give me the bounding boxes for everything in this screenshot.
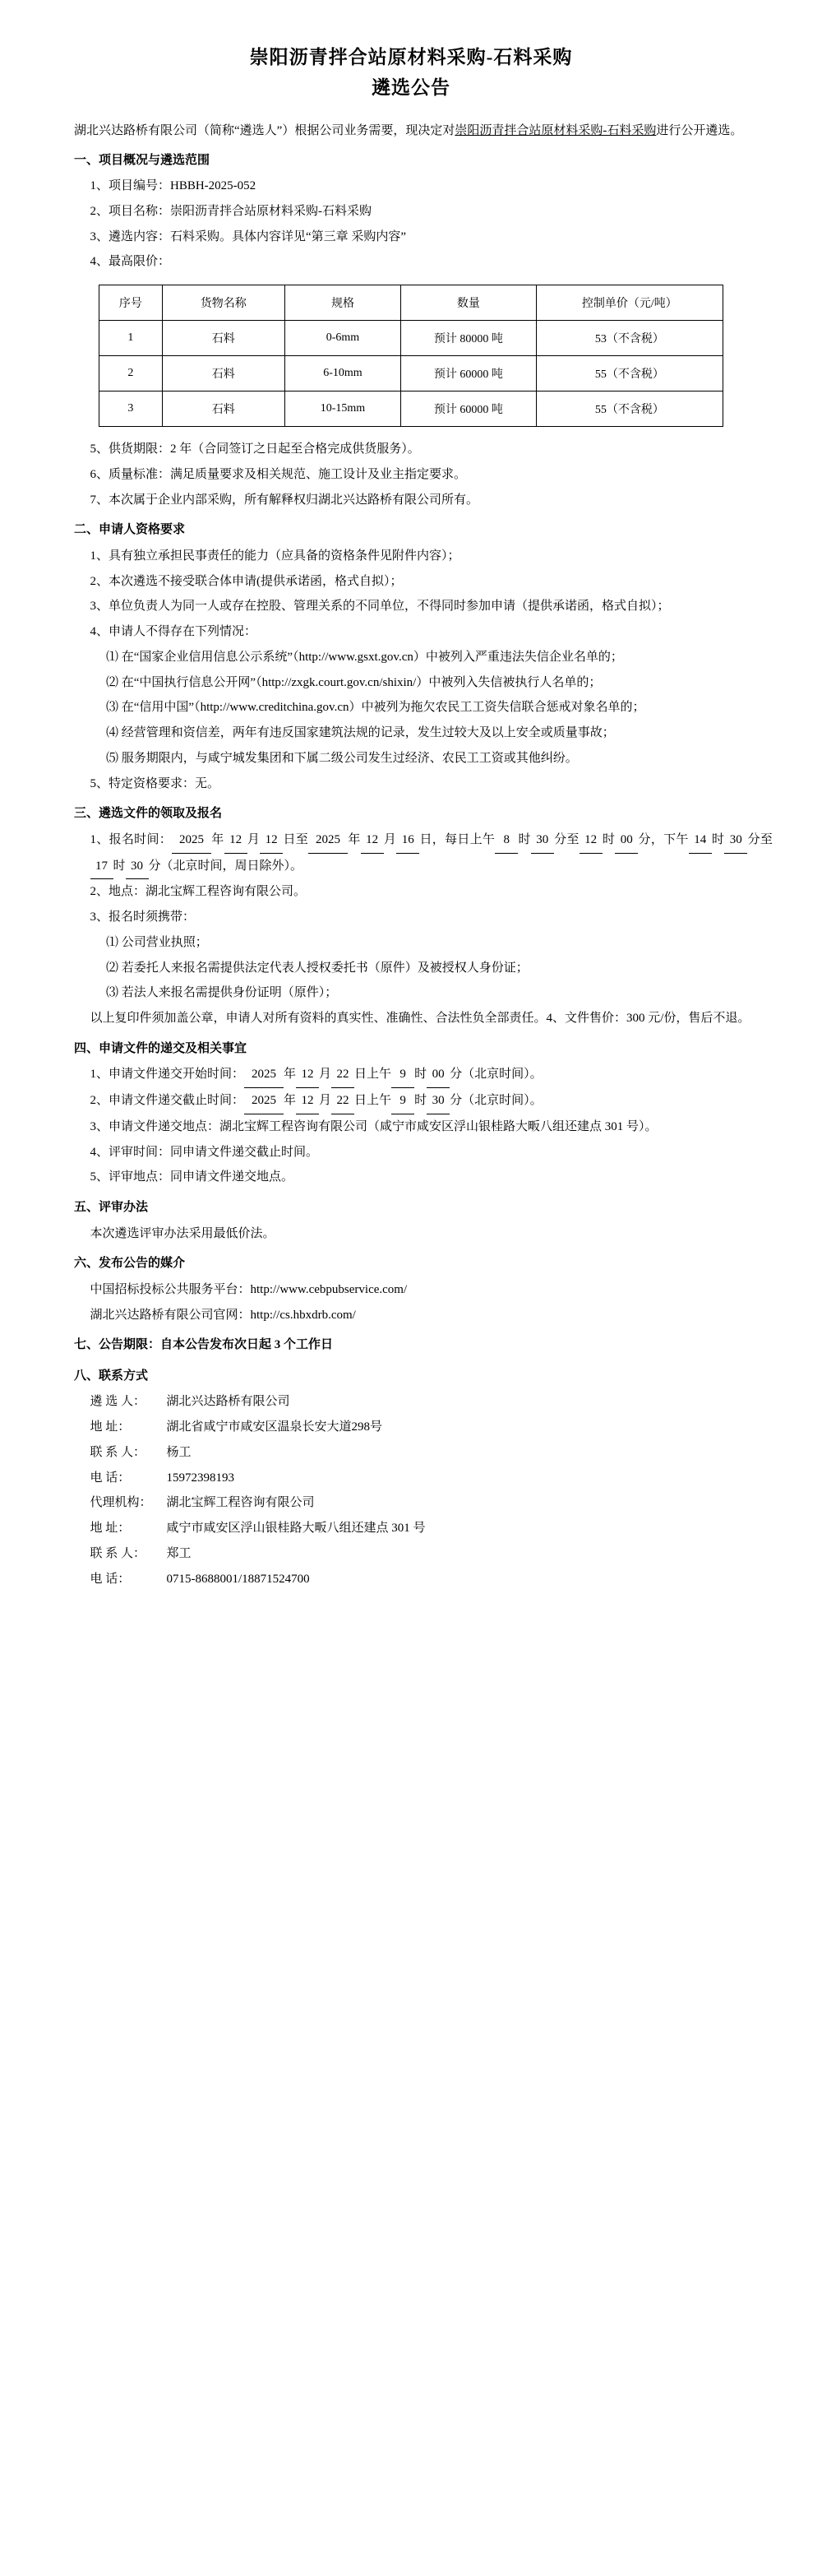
contact-value: 杨工 <box>166 1445 192 1459</box>
sub-unit: 日上午 <box>354 1094 392 1108</box>
reg-unit: 时 <box>518 832 531 846</box>
section-5-text: 本次遴选评审办法采用最低价法。 <box>90 1226 275 1240</box>
intro-paragraph <box>49 118 773 143</box>
section-heading-7: 七、公告期限：自本公告发布次日起 3 个工作日 <box>74 1338 334 1352</box>
table-header-cell: 规格 <box>284 285 400 321</box>
section-4-deadline-time <box>90 1088 774 1114</box>
contact-label: 遴 选 人： <box>90 1395 146 1409</box>
section-1-item-3: 3、遴选内容：石料采购。具体内容详见“第三章 采购内容” <box>90 229 407 243</box>
contact-value: 咸宁市咸安区浮山银桂路大畈八组还建点 301 号 <box>166 1522 426 1536</box>
sub-unit: 年 <box>284 1094 297 1108</box>
reg-unit: 月 <box>247 832 261 846</box>
intro-text-1: 湖北兴达路桥有限公司（简称“遴选人”）根据公司业务需要，现决定对 <box>74 123 455 137</box>
sub-unit: 月 <box>319 1068 332 1082</box>
reg-hour-1: 8 <box>495 827 518 854</box>
table-cell: 55（不含税） <box>536 356 723 391</box>
reg-day-1: 12 <box>260 827 283 854</box>
section-1-item-4: 4、最高限价： <box>90 255 171 269</box>
contact-row <box>90 1466 774 1491</box>
reg-year-2: 2025 <box>308 827 348 854</box>
reg-hour-4: 17 <box>90 854 113 880</box>
section-2-sub-item-4: ⑷ 经营管理和资信差，两年有违反国家建筑法规的记录，发生过较大及以上安全或质量事故； <box>106 726 615 740</box>
sub-prefix-1: 1、申请文件递交开始时间： <box>90 1068 245 1082</box>
reg-day-2: 16 <box>396 827 419 854</box>
reg-unit: 分，下午 <box>638 832 689 846</box>
reg-unit: 年 <box>348 832 361 846</box>
reg-minute-1: 30 <box>531 827 554 854</box>
reg-unit: 月 <box>383 832 397 846</box>
table-cell: 1 <box>99 321 163 356</box>
table-cell: 预计 60000 吨 <box>401 391 536 427</box>
section-heading-8: 八、联系方式 <box>74 1369 149 1383</box>
sub-month-2: 12 <box>296 1088 319 1114</box>
table-row <box>99 391 723 427</box>
contact-value: 湖北省咸宁市咸安区温泉长安大道298号 <box>166 1420 383 1434</box>
sub-hour-2: 9 <box>391 1088 414 1114</box>
reg-unit: 年 <box>211 832 224 846</box>
section-2-sub-item-3: ⑶ 在“信用中国”（http://www.creditchina.gov.cn）中被列为拖欠农民工工资失信联合惩戒对象名单的； <box>106 701 645 715</box>
contact-label: 地 址： <box>90 1522 131 1536</box>
sub-day-2: 22 <box>331 1088 354 1114</box>
reg-year-1: 2025 <box>172 827 211 854</box>
intro-underline-1: 崇阳 <box>455 123 480 137</box>
section-1-item-2: 2、项目名称：崇阳沥青拌合站原材料采购-石料采购 <box>90 204 372 218</box>
table-cell: 预计 60000 吨 <box>401 356 536 391</box>
section-1-item-7: 7、本次属于企业内部采购，所有解释权归湖北兴达路桥有限公司所有。 <box>90 493 479 507</box>
section-3-item-2: 2、地点：湖北宝辉工程咨询有限公司。 <box>90 885 307 899</box>
contact-row <box>90 1516 774 1541</box>
sub-unit: 月 <box>319 1094 332 1108</box>
contact-value: 湖北宝辉工程咨询有限公司 <box>166 1496 315 1510</box>
intro-underline-2: 沥青拌合站原材料采购-石料采购 <box>479 123 657 137</box>
reg-prefix: 1、报名时间： <box>90 832 173 846</box>
reg-month-1: 12 <box>224 827 247 854</box>
section-2-sub-item-2: ⑵ 在“中国执行信息公开网”（http://zxgk.court.gov.cn/shixin/）中被列入失信被执行人名单的； <box>106 675 602 689</box>
sub-unit: 日上午 <box>354 1068 392 1082</box>
reg-month-2: 12 <box>361 827 384 854</box>
sub-minute-2: 30 <box>427 1088 450 1114</box>
section-2-item-4: 4、申请人不得存在下列情况： <box>90 625 257 639</box>
section-4-item-5: 5、评审地点：同申请文件递交地点。 <box>90 1170 294 1184</box>
section-heading-2: 二、申请人资格要求 <box>74 523 186 537</box>
sub-prefix-2: 2、申请文件递交截止时间： <box>90 1094 245 1108</box>
table-header-cell: 货物名称 <box>162 285 284 321</box>
table-cell: 石料 <box>162 391 284 427</box>
section-2-item-5: 5、特定资格要求：无。 <box>90 776 220 790</box>
contact-row <box>90 1389 774 1415</box>
contact-value: 15972398193 <box>166 1471 234 1485</box>
sub-unit: 时 <box>414 1068 427 1082</box>
sub-hour-1: 9 <box>391 1062 414 1088</box>
title-line-2: 遴选公告 <box>372 76 450 98</box>
table-cell: 石料 <box>162 321 284 356</box>
section-4-start-time <box>90 1062 774 1088</box>
title-line-1: 崇阳沥青拌合站原材料采购-石料采购 <box>249 47 573 67</box>
section-3-item-4: 以上复印件须加盖公章，申请人对所有资料的真实性、准确性、合法性负全部责任。4、文件售价：300 元/份，售后不退。 <box>90 1012 750 1026</box>
sub-year-2: 2025 <box>244 1088 284 1114</box>
table-cell: 0-6mm <box>284 321 400 356</box>
contact-row <box>90 1541 774 1567</box>
table-cell: 3 <box>99 391 163 427</box>
section-1-item-1: 1、项目编号：HBBH-2025-052 <box>90 179 256 193</box>
reg-unit: 时 <box>113 859 126 873</box>
table-row <box>99 356 723 391</box>
table-header-row <box>99 285 723 321</box>
section-2-item-3: 3、单位负责人为同一人或存在控股、管理关系的不同单位，不得同时参加申请（提供承诺函，格式自拟）； <box>90 600 670 614</box>
price-table <box>99 285 723 427</box>
reg-hour-3: 14 <box>689 827 712 854</box>
table-cell: 53（不含税） <box>536 321 723 356</box>
section-1-item-6: 6、质量标准：满足质量要求及相关规范、施工设计及业主指定要求。 <box>90 467 467 481</box>
sub-unit: 分（北京时间）。 <box>450 1068 543 1082</box>
reg-unit: 时 <box>711 832 725 846</box>
reg-minute-2: 00 <box>615 827 638 854</box>
contact-row <box>90 1440 774 1466</box>
section-4-item-3: 3、申请文件递交地点：湖北宝辉工程咨询有限公司（咸宁市咸安区浮山银桂路大畈八组还建点 301 号）。 <box>90 1119 658 1133</box>
contact-label: 联 系 人： <box>90 1546 146 1560</box>
contact-row <box>90 1415 774 1440</box>
section-3-sub-item-1: ⑴ 公司营业执照； <box>106 935 208 949</box>
reg-unit: 日至 <box>283 832 309 846</box>
intro-text-2: 进行公开遴选。 <box>656 123 743 137</box>
contact-value: 0715-8688001/18871524700 <box>166 1572 310 1586</box>
reg-minute-3: 30 <box>724 827 747 854</box>
table-cell: 预计 80000 吨 <box>401 321 536 356</box>
section-3-sub-item-2: ⑵ 若委托人来报名需提供法定代表人授权委托书（原件）及被授权人身份证； <box>106 961 529 975</box>
section-heading-5: 五、评审办法 <box>74 1201 149 1215</box>
section-heading-4: 四、申请文件的递交及相关事宜 <box>74 1041 247 1055</box>
section-3-item-3: 3、报名时须携带： <box>90 910 196 924</box>
section-heading-6: 六、发布公告的媒介 <box>74 1257 186 1271</box>
section-6-media-1: 中国招标投标公共服务平台：http://www.cebpubservice.com/ <box>90 1282 408 1296</box>
reg-unit: 分（北京时间，周日除外）。 <box>148 859 303 873</box>
sub-month-1: 12 <box>296 1062 319 1088</box>
section-heading-1: 一、项目概况与遴选范围 <box>74 153 210 167</box>
reg-unit: 分至 <box>553 832 580 846</box>
section-6-media-2: 湖北兴达路桥有限公司官网：http://cs.hbxdrb.com/ <box>90 1308 356 1322</box>
sub-year-1: 2025 <box>244 1062 284 1088</box>
section-3-registration-time <box>90 827 774 880</box>
contact-value: 郑工 <box>166 1546 192 1560</box>
reg-hour-2: 12 <box>580 827 603 854</box>
table-cell: 石料 <box>162 356 284 391</box>
section-1-item-5: 5、供货期限：2 年（合同签订之日起至合格完成供货服务）。 <box>90 442 420 456</box>
sub-minute-1: 00 <box>427 1062 450 1088</box>
section-heading-3: 三、遴选文件的领取及报名 <box>74 807 223 821</box>
table-header-cell: 数量 <box>401 285 536 321</box>
table-cell: 2 <box>99 356 163 391</box>
sub-day-1: 22 <box>331 1062 354 1088</box>
contact-label: 地 址： <box>90 1420 131 1434</box>
table-header-cell: 序号 <box>99 285 163 321</box>
section-2-item-2: 2、本次遴选不接受联合体申请(提供承诺函，格式自拟）； <box>90 574 403 588</box>
contact-label: 代理机构： <box>90 1496 152 1510</box>
reg-unit: 时 <box>602 832 616 846</box>
section-2-item-1: 1、具有独立承担民事责任的能力（应具备的资格条件见附件内容）； <box>90 549 460 563</box>
contact-row <box>90 1490 774 1516</box>
table-cell: 55（不含税） <box>536 391 723 427</box>
page-title <box>49 43 773 104</box>
section-2-sub-item-1: ⑴ 在“国家企业信用信息公示系统”（http://www.gsxt.gov.cn）中被列入严重违法失信企业名单的； <box>106 650 623 664</box>
sub-unit: 分（北京时间）。 <box>450 1094 543 1108</box>
table-row <box>99 321 723 356</box>
section-4-item-4: 4、评审时间：同申请文件递交截止时间。 <box>90 1145 319 1159</box>
contact-label: 电 话： <box>90 1572 131 1586</box>
table-cell: 10-15mm <box>284 391 400 427</box>
table-cell: 6-10mm <box>284 356 400 391</box>
reg-unit: 分至 <box>747 832 773 846</box>
contact-label: 联 系 人： <box>90 1445 146 1459</box>
contact-value: 湖北兴达路桥有限公司 <box>166 1395 290 1409</box>
reg-unit: 日，每日上午 <box>419 832 496 846</box>
reg-minute-4: 30 <box>126 854 149 880</box>
table-header-cell: 控制单价（元/吨） <box>536 285 723 321</box>
section-3-sub-item-3: ⑶ 若法人来报名需提供身份证明（原件）； <box>106 986 338 1000</box>
contact-row <box>90 1567 774 1592</box>
sub-unit: 时 <box>414 1094 427 1108</box>
sub-unit: 年 <box>284 1068 297 1082</box>
section-2-sub-item-5: ⑸ 服务期限内，与咸宁城发集团和下属二级公司发生过经济、农民工工资或其他纠纷。 <box>106 751 578 765</box>
contact-label: 电 话： <box>90 1471 131 1485</box>
